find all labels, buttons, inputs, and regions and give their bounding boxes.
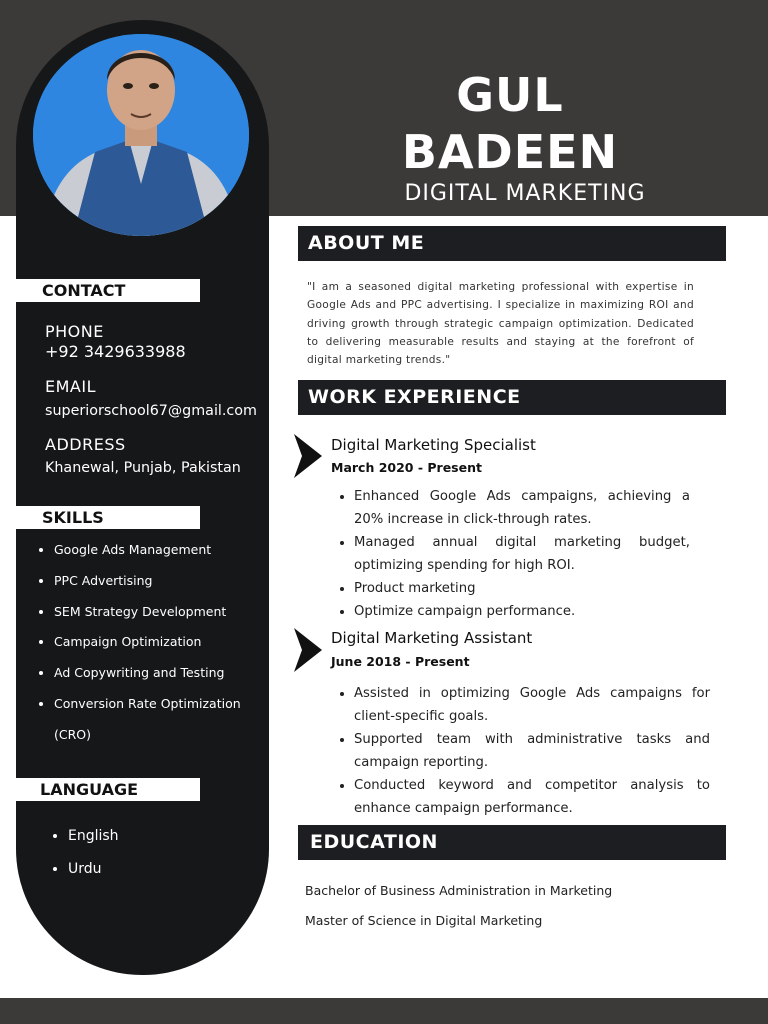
phone-label: PHONE	[45, 322, 104, 341]
job-title: Digital Marketing Specialist	[331, 436, 536, 454]
job-bullet: • Optimize campaign performance.	[354, 601, 690, 624]
job-title: Digital Marketing Assistant	[331, 629, 533, 647]
first-name: GUL	[456, 68, 564, 122]
language-item: • English	[68, 820, 119, 853]
language-item: • Urdu	[68, 853, 119, 886]
job-dates: March 2020 - Present	[331, 460, 482, 475]
skill-item: • SEM Strategy Development	[54, 597, 279, 628]
about-heading: ABOUT ME	[298, 226, 726, 261]
address-value: Khanewal, Punjab, Pakistan	[45, 460, 241, 476]
education-item: Bachelor of Business Administration in Marketing	[305, 883, 613, 898]
job-bullet: • Conducted keyword and competitor analysis to enhance campaign performance.	[354, 775, 710, 821]
language-list	[50, 820, 119, 886]
profession-title: DIGITAL MARKETING	[404, 181, 646, 206]
job-bullets	[336, 683, 710, 820]
job-dates: June 2018 - Present	[331, 654, 470, 669]
skills-heading: SKILLS	[16, 506, 200, 529]
skill-item: • PPC Advertising	[54, 566, 279, 597]
work-experience-heading: WORK EXPERIENCE	[298, 380, 726, 415]
skill-item: • Campaign Optimization	[54, 627, 279, 658]
job-bullet: • Supported team with administrative tasks and campaign reporting.	[354, 729, 710, 775]
job-bullet: • Managed annual digital marketing budget, optimizing spending for high ROI.	[354, 532, 690, 578]
job-bullet: • Enhanced Google Ads campaigns, achieving a 20% increase in click-through rates.	[354, 486, 690, 532]
skill-item: • Ad Copywriting and Testing	[54, 658, 279, 689]
email-value: superiorschool67@gmail.com	[45, 403, 257, 419]
skill-item: • Conversion Rate Optimization (CRO)	[54, 689, 279, 751]
profile-photo	[33, 34, 249, 236]
job-bullet: • Product marketing	[354, 578, 690, 601]
email-label: EMAIL	[45, 377, 96, 396]
contact-heading: CONTACT	[16, 279, 200, 302]
arrow-marker-icon	[294, 628, 322, 672]
address-label: ADDRESS	[45, 435, 126, 454]
about-text: "I am a seasoned digital marketing professional with expertise in Google Ads and PPC advertising. I specialize in maximizing ROI and driving growth through strategic campaign optimization. Dedicated to delivering measurable results and staying at the forefront of digital marketing trends."	[307, 281, 694, 367]
phone-value: +92 3429633988	[45, 342, 186, 361]
footer-band	[0, 998, 768, 1024]
language-heading: LANGUAGE	[16, 778, 200, 801]
job-bullet: • Assisted in optimizing Google Ads campaigns for client-specific goals.	[354, 683, 710, 729]
job-bullets	[336, 486, 690, 623]
last-name: BADEEN	[401, 125, 619, 179]
skills-list	[36, 535, 279, 751]
skill-item: • Google Ads Management	[54, 535, 279, 566]
arrow-marker-icon	[294, 434, 322, 478]
education-item: Master of Science in Digital Marketing	[305, 913, 543, 928]
education-heading: EDUCATION	[298, 825, 726, 860]
